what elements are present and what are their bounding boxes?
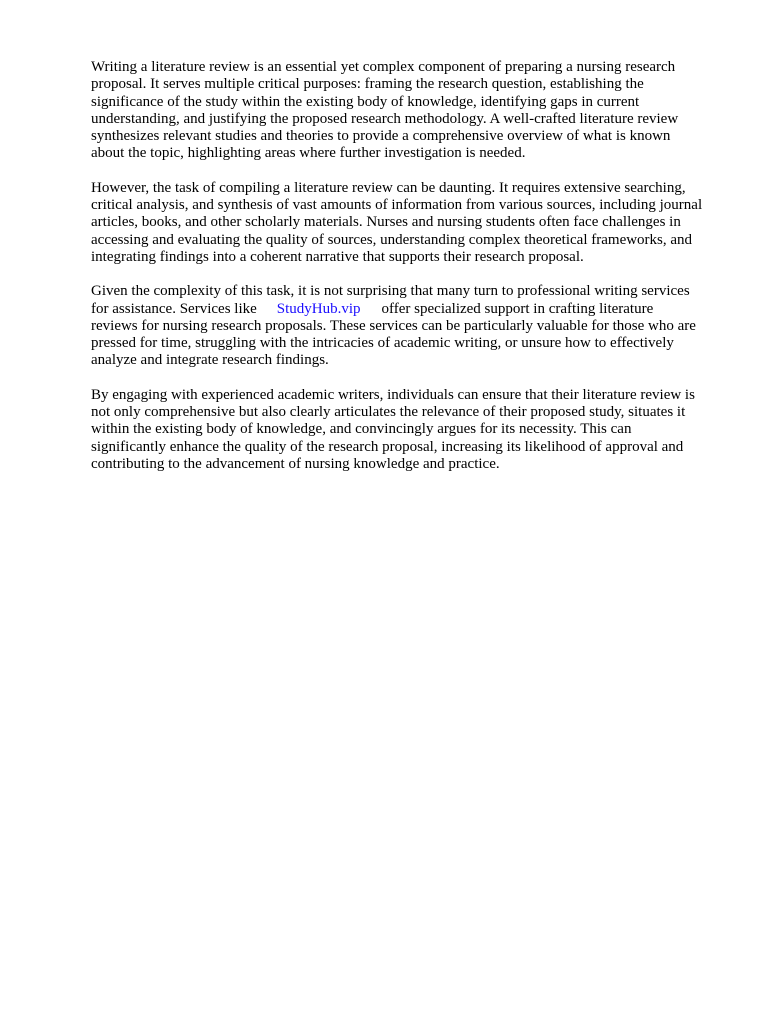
text-line: significantly enhance the quality of the research proposal, increasing its likelihood of approval and <box>91 438 684 455</box>
text-line: critical analysis, and synthesis of vast amounts of information from various sources, including journal <box>91 197 703 214</box>
text-after-link: offer specialized support in crafting literature <box>381 300 654 317</box>
text-line: about the topic, highlighting areas where further investigation is needed. <box>91 145 526 162</box>
text-line: By engaging with experienced academic writers, individuals can ensure that their literature review is <box>91 386 695 403</box>
paragraph-services <box>91 283 731 369</box>
text-line: However, the task of compiling a literature review can be daunting. It requires extensive searching, <box>91 179 686 196</box>
text-line: proposal. It serves multiple critical purposes: framing the research question, establishing the <box>91 76 644 93</box>
text-line: reviews for nursing research proposals. These services can be particularly valuable for those who are <box>91 317 696 334</box>
text-before-link: for assistance. Services like <box>91 300 257 317</box>
text-line: significance of the study within the existing body of knowledge, identifying gaps in current <box>91 93 640 110</box>
text-line: articles, books, and other scholarly materials. Nurses and nursing students often face challenges in <box>91 214 681 231</box>
text-line: contributing to the advancement of nursing knowledge and practice. <box>91 455 500 472</box>
text-line-with-link <box>91 301 731 318</box>
text-line: analyze and integrate research findings. <box>91 352 329 369</box>
text-line: understanding, and justifying the proposed research methodology. A well-crafted literature review <box>91 110 679 127</box>
paragraph-challenges <box>91 180 731 266</box>
text-line: synthesizes relevant studies and theories to provide a comprehensive overview of what is known <box>91 128 671 145</box>
text-line: Given the complexity of this task, it is not surprising that many turn to professional writing services <box>91 283 690 300</box>
text-line: not only comprehensive but also clearly articulates the relevance of their proposed study, situates it <box>91 404 686 421</box>
paragraph-intro <box>91 59 731 163</box>
text-line: integrating findings into a coherent narrative that supports their research proposal. <box>91 248 584 265</box>
text-line: within the existing body of knowledge, and convincingly argues for its necessity. This can <box>91 421 632 438</box>
text-line: pressed for time, struggling with the intricacies of academic writing, or unsure how to effectively <box>91 335 674 352</box>
document-page <box>91 59 731 490</box>
studyhub-link[interactable]: StudyHub.vip <box>276 300 361 317</box>
text-line: Writing a literature review is an essential yet complex component of preparing a nursing research <box>91 59 676 75</box>
paragraph-conclusion <box>91 387 731 473</box>
text-line: accessing and evaluating the quality of sources, understanding complex theoretical frameworks, and <box>91 231 693 248</box>
